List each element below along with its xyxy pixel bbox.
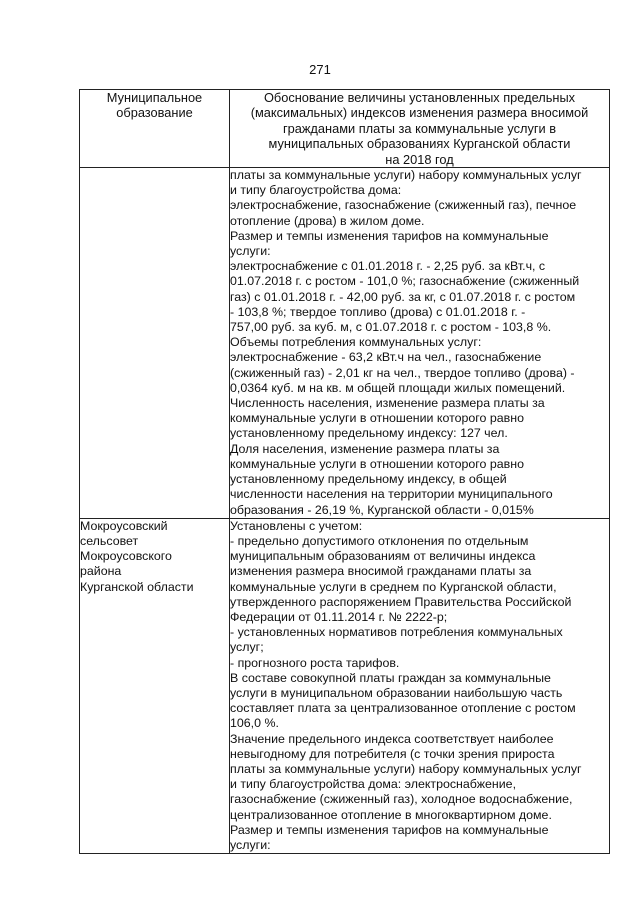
text-line: Установлены с учетом: xyxy=(230,518,363,533)
text-line: Численность населения, изменение размера платы за xyxy=(230,396,545,411)
text-line: электроснабжение с 01.01.2018 г. - 2,25 руб. за кВт.ч, с xyxy=(230,259,546,274)
text-line: численности населения на территории муниципального xyxy=(230,487,553,502)
text-line: коммунальные услуги в отношении которого равно xyxy=(230,456,524,471)
text-line: газ) с 01.01.2018 г. - 42,00 руб. за кг, с 01.07.2018 г. с ростом xyxy=(230,289,576,304)
page-number: 271 xyxy=(309,62,331,77)
table-header-row xyxy=(80,90,610,168)
municipality-cell xyxy=(80,518,230,853)
municipality-line: Курганской области xyxy=(80,579,194,594)
header-line: (максимальных) индексов изменения размера вносимой xyxy=(250,105,589,121)
header-line: на 2018 год xyxy=(385,151,454,167)
text-line: установленному предельному индексу, в общей xyxy=(230,472,507,487)
text-line: услуги: xyxy=(230,837,271,852)
municipality-cell xyxy=(80,168,230,519)
text-line: Размер и темпы изменения тарифов на коммунальные xyxy=(230,822,549,837)
text-line: Объемы потребления коммунальных услуг: xyxy=(230,335,482,350)
text-line: платы за коммунальные услуги) набору коммунальных услуг xyxy=(230,168,582,183)
text-line: электроснабжение, газоснабжение (сжиженный газ), печное xyxy=(230,198,577,213)
text-line: централизованное отопление в многоквартирном доме. xyxy=(230,807,552,822)
text-line: коммунальные услуги в среднем по Курганской области, xyxy=(230,579,557,594)
text-line: электроснабжение - 63,2 кВт.ч на чел., газоснабжение xyxy=(230,350,542,365)
text-line: Размер и темпы изменения тарифов на коммунальные xyxy=(230,228,549,243)
text-line: образования - 26,19 %, Курганской области - 0,015% xyxy=(230,502,534,517)
text-line: невыгодному для потребителя (с точки зрения прироста xyxy=(230,746,555,761)
municipality-line: Мокроусовский xyxy=(80,518,168,533)
text-line: платы за коммунальные услуги) набору коммунальных услуг xyxy=(230,761,582,776)
text-line: Значение предельного индекса соответствует наиболее xyxy=(230,731,554,746)
text-line: газоснабжение (сжиженный газ), холодное водоснабжение, xyxy=(230,792,573,807)
text-line: муниципальным образованиям от величины индекса xyxy=(230,549,536,564)
text-line: отопление (дрова) в жилом доме. xyxy=(230,213,425,228)
municipality-line: района xyxy=(80,564,122,579)
table-row xyxy=(80,168,610,519)
text-line: услуги: xyxy=(230,244,271,259)
header-line: гражданами платы за коммунальные услуги в xyxy=(282,120,557,136)
text-line: 0,0364 куб. м на кв. м общей площади жилых помещений. xyxy=(230,380,566,395)
text-line: и типу благоустройства дома: xyxy=(230,183,402,198)
text-line: (сжиженный газ) - 2,01 кг на чел., твердое топливо (дрова) - xyxy=(230,365,575,380)
text-line: утвержденного распоряжением Правительства Российской xyxy=(230,594,572,609)
text-line: - предельно допустимого отклонения по отдельным xyxy=(230,533,529,548)
header-line: Обоснование величины установленных предельных xyxy=(263,90,576,105)
text-line: - установленных нормативов потребления коммунальных xyxy=(230,625,563,640)
text-line: и типу благоустройства дома: электроснабжение, xyxy=(230,777,517,792)
justification-cell xyxy=(230,518,610,853)
text-line: 01.07.2018 г. с ростом - 101,0 %; газоснабжение (сжиженный xyxy=(230,274,580,289)
tariff-index-table xyxy=(79,89,610,854)
municipality-line: Мокроусовского xyxy=(80,549,172,564)
text-line: составляет плата за централизованное отопление с ростом xyxy=(230,701,576,716)
text-line: коммунальные услуги в отношении которого равно xyxy=(230,411,524,426)
table-row xyxy=(80,518,610,853)
text-line: услуг; xyxy=(230,640,264,655)
municipality-line: сельсовет xyxy=(80,533,139,548)
text-line: В составе совокупной платы граждан за коммунальные xyxy=(230,670,551,685)
text-line: установленному предельному индексу: 127 чел. xyxy=(230,426,508,441)
text-line: - прогнозного роста тарифов. xyxy=(230,655,400,670)
text-line: Доля населения, изменение размера платы за xyxy=(230,441,500,456)
header-line: образование xyxy=(116,105,193,121)
header-line: муниципальных образованиях Курганской области xyxy=(268,136,571,152)
header-justification xyxy=(230,90,610,168)
text-line: 757,00 руб. за куб. м, с 01.07.2018 г. с ростом - 103,8 %. xyxy=(230,320,552,335)
text-line: - 103,8 %; твердое топливо (дрова) с 01.01.2018 г. - xyxy=(230,304,526,319)
header-municipality xyxy=(80,90,230,168)
text-line: услуги в муниципальном образовании наибольшую часть xyxy=(230,685,563,700)
header-line: Муниципальное xyxy=(106,90,203,105)
text-line: Федерации от 01.11.2014 г. № 2222-р; xyxy=(230,609,448,624)
text-line: изменения размера вносимой гражданами платы за xyxy=(230,564,532,579)
justification-cell xyxy=(230,168,610,519)
text-line: 106,0 %. xyxy=(230,716,279,731)
